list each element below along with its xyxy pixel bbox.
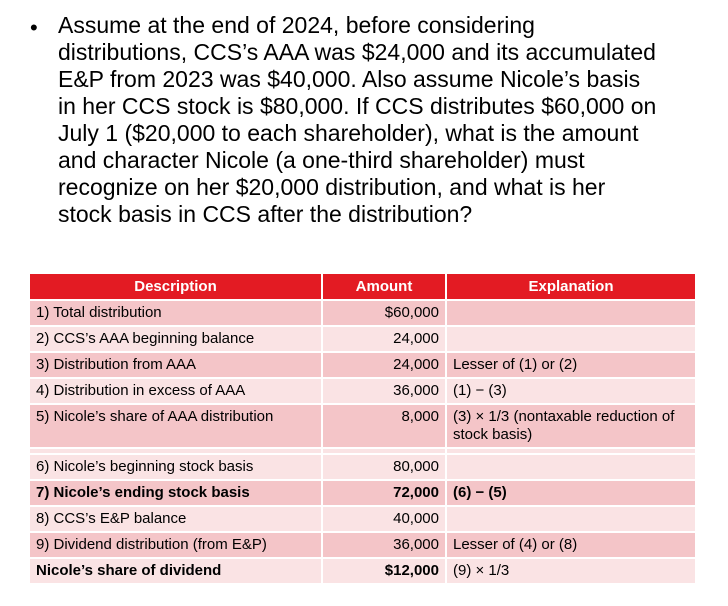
- row-description: 8) CCS’s E&P balance: [30, 506, 322, 532]
- header-description: Description: [30, 274, 322, 300]
- header-explanation: Explanation: [446, 274, 695, 300]
- row-explanation: [446, 300, 695, 326]
- table-row-total: [30, 558, 695, 583]
- question-block: [30, 12, 700, 228]
- row-description: 1) Total distribution: [30, 300, 322, 326]
- row-amount: 40,000: [322, 506, 446, 532]
- table-row: [30, 454, 695, 480]
- table-row: [30, 404, 695, 448]
- row-amount: 36,000: [322, 378, 446, 404]
- row-explanation: (3) × 1/3 (nontaxable reduction of stock basis): [446, 404, 695, 448]
- row-description: 6) Nicole’s beginning stock basis: [30, 454, 322, 480]
- row-amount: $12,000: [322, 558, 446, 583]
- table-row: [30, 532, 695, 558]
- row-amount: $60,000: [322, 300, 446, 326]
- row-description: 3) Distribution from AAA: [30, 352, 322, 378]
- row-explanation: (6) − (5): [446, 480, 695, 506]
- row-description: 5) Nicole’s share of AAA distribution: [30, 404, 322, 448]
- row-explanation: [446, 454, 695, 480]
- question-text: Assume at the end of 2024, before considering distributions, CCS’s AAA was $24,000 and its accumulated E&P from 2023 was $40,000. Also assume Nicole’s basis in her CCS stock is $80,000. If CCS distributes $60,000 on July 1 ($20,000 to each shareholder), what is the amount and character Nicole (a one-third shareholder) must recognize on her $20,000 distribution, and what is her stock basis in CCS after the distribution?: [58, 12, 657, 227]
- table-row: [30, 378, 695, 404]
- row-amount: 72,000: [322, 480, 446, 506]
- table-row: [30, 506, 695, 532]
- table-row: [30, 326, 695, 352]
- row-description: 2) CCS’s AAA beginning balance: [30, 326, 322, 352]
- row-explanation: Lesser of (4) or (8): [446, 532, 695, 558]
- bullet-point: •: [30, 15, 38, 40]
- table-row: [30, 300, 695, 326]
- row-explanation: (9) × 1/3: [446, 558, 695, 583]
- table-row: [30, 480, 695, 506]
- row-amount: 24,000: [322, 326, 446, 352]
- row-amount: 24,000: [322, 352, 446, 378]
- row-description: Nicole’s share of dividend: [30, 558, 322, 583]
- row-description: 9) Dividend distribution (from E&P): [30, 532, 322, 558]
- table-header-row: [30, 274, 695, 300]
- header-amount: Amount: [322, 274, 446, 300]
- row-explanation: [446, 326, 695, 352]
- row-amount: 8,000: [322, 404, 446, 448]
- row-amount: 36,000: [322, 532, 446, 558]
- row-description: 7) Nicole’s ending stock basis: [30, 480, 322, 506]
- table-row: [30, 352, 695, 378]
- distribution-table: [30, 274, 695, 583]
- row-description: 4) Distribution in excess of AAA: [30, 378, 322, 404]
- row-explanation: (1) − (3): [446, 378, 695, 404]
- row-explanation: [446, 506, 695, 532]
- row-amount: 80,000: [322, 454, 446, 480]
- row-explanation: Lesser of (1) or (2): [446, 352, 695, 378]
